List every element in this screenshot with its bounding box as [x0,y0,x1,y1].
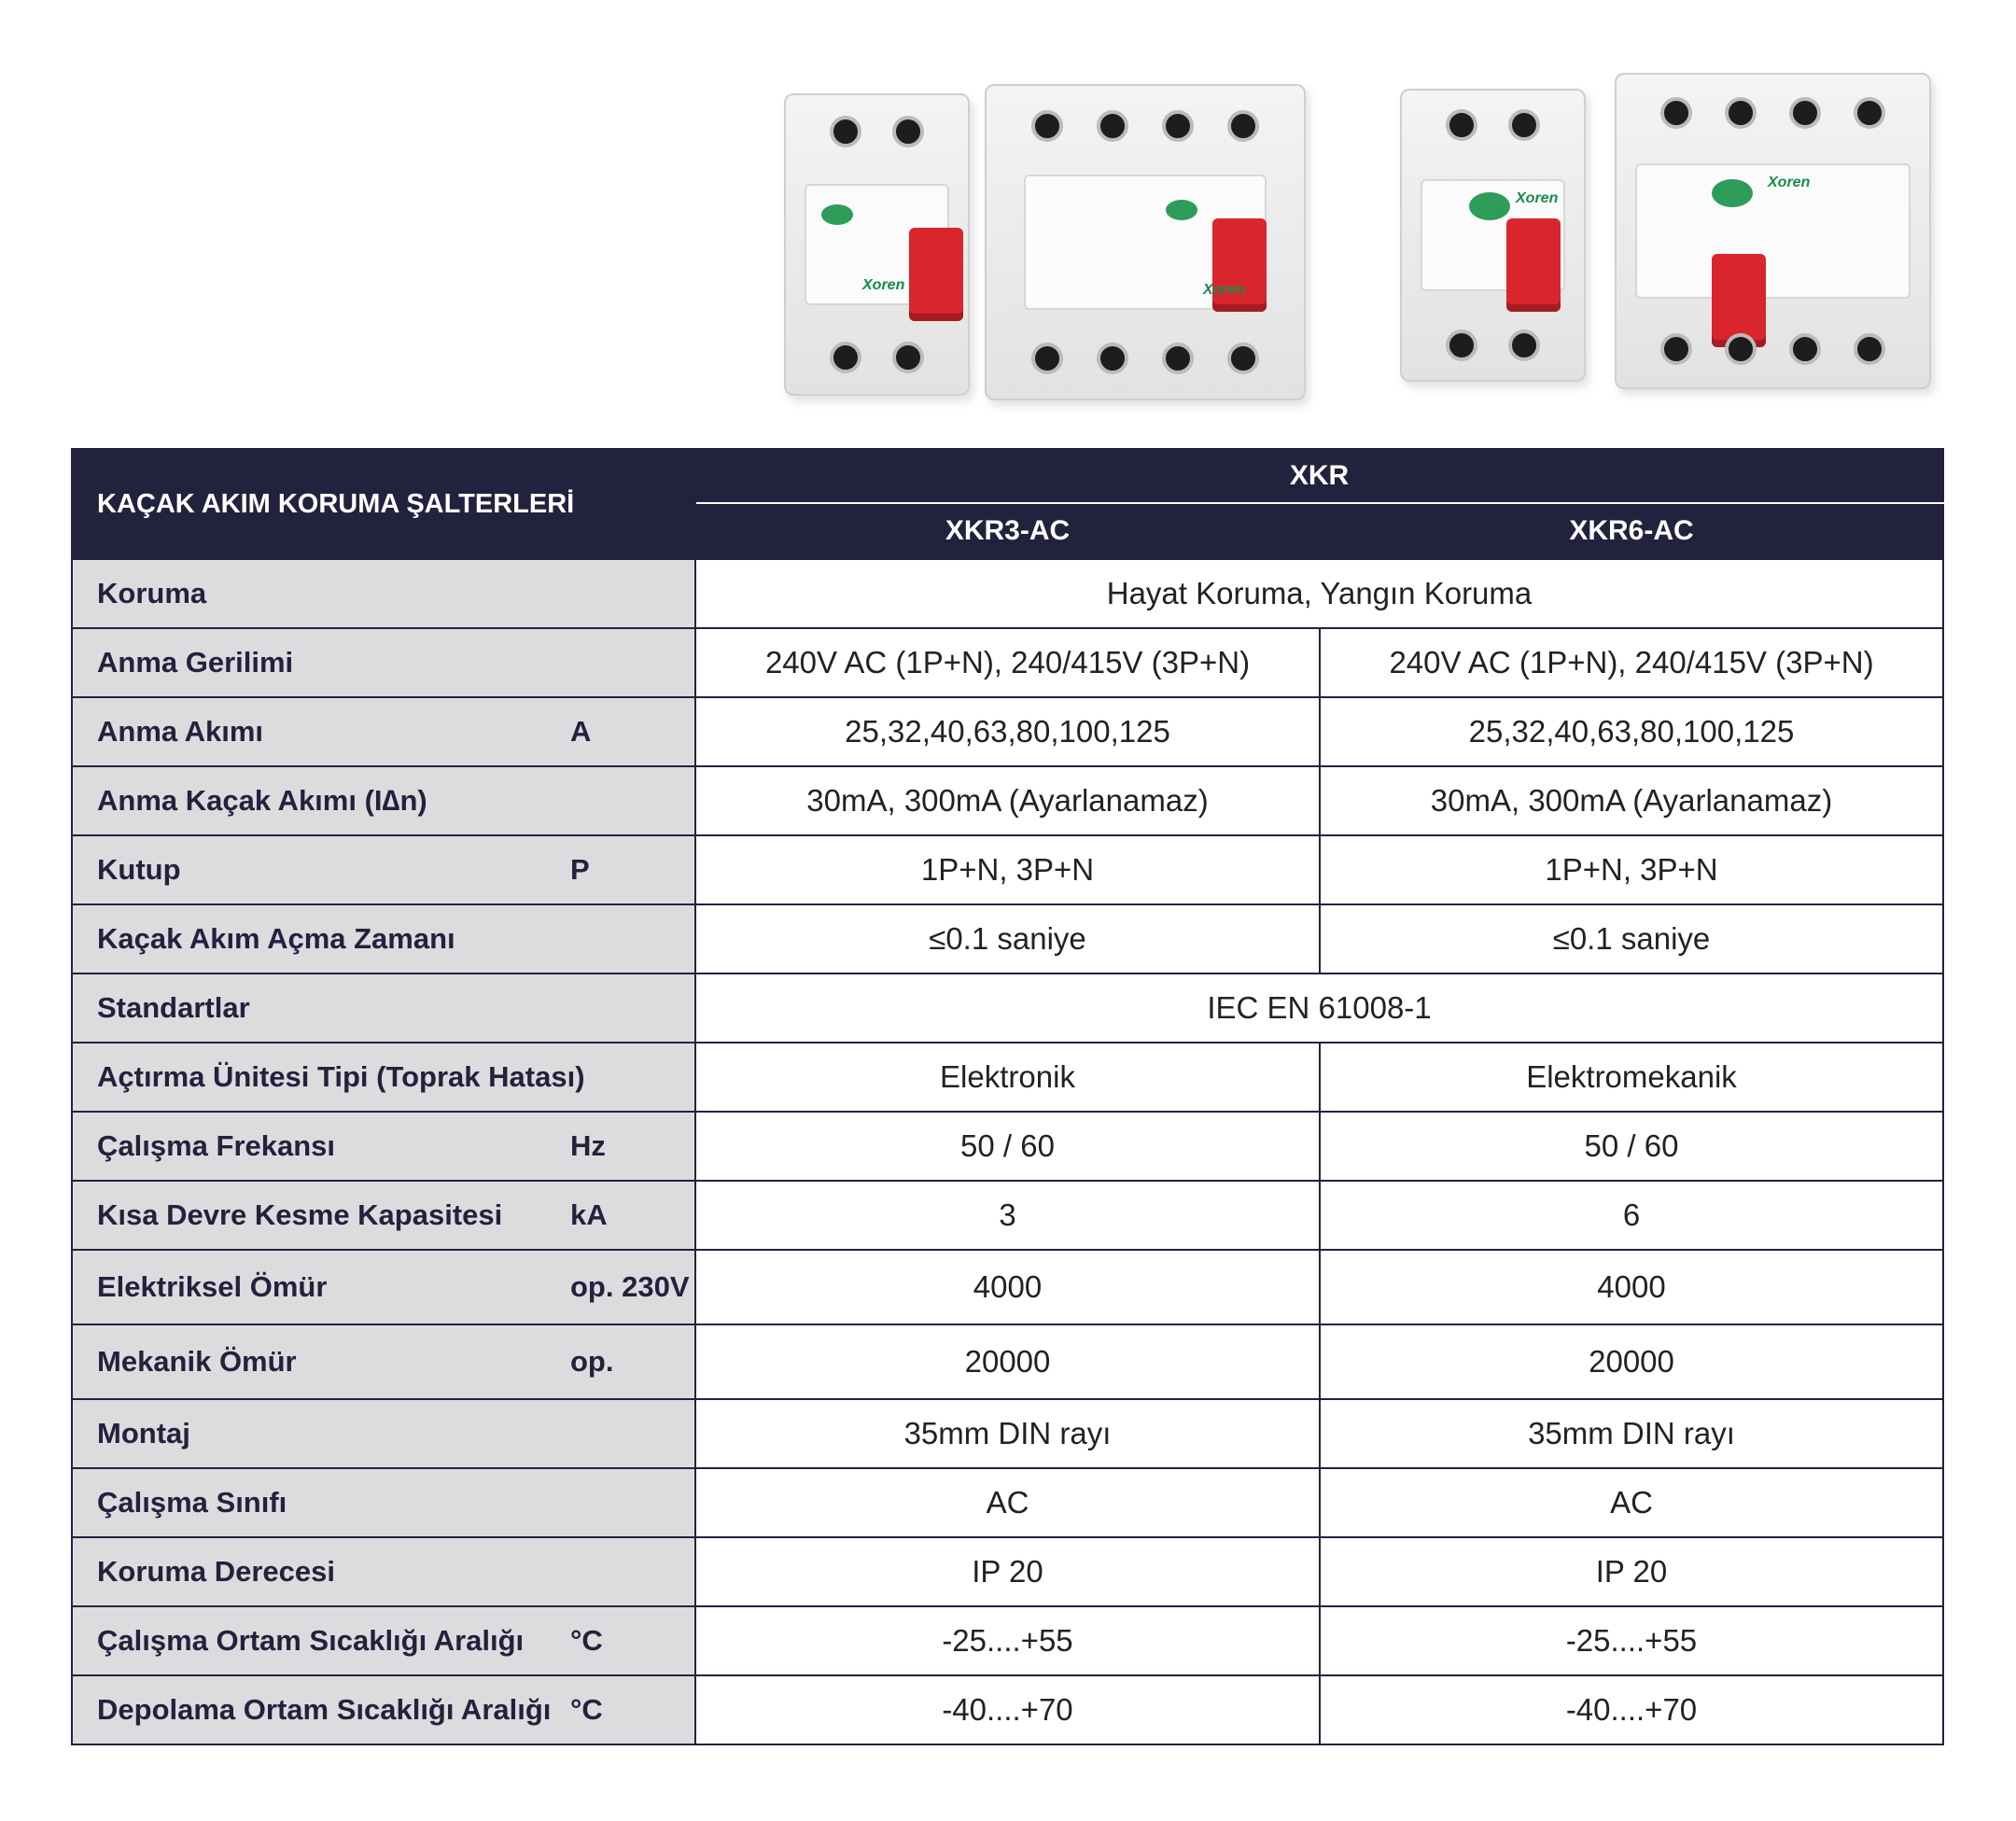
spec-label-cell [72,697,695,766]
spec-value-xkr6: 35mm DIN rayı [1320,1399,1943,1468]
spec-label-cell [72,1250,695,1324]
product-image-xkr6-4p [1615,73,1931,389]
spec-label-cell [72,559,695,628]
product-image-xkr6-2p [1400,89,1586,382]
spec-unit: A [570,715,592,748]
spec-row [72,1537,1943,1606]
spec-label: Mekanik Ömür [97,1345,297,1378]
spec-row [72,1399,1943,1468]
spec-value-xkr3: -25....+55 [695,1606,1320,1675]
product-group-header: XKR [695,449,1943,503]
spec-row [72,559,1943,628]
spec-value-xkr3: IP 20 [695,1537,1320,1606]
spec-unit: op. 230V [570,1270,690,1303]
spec-label-cell [72,1537,695,1606]
spec-label: Çalışma Sınıfı [97,1486,287,1519]
spec-table-body [72,559,1943,1744]
spec-label: Çalışma Ortam Sıcaklığı Aralığı [97,1624,525,1657]
spec-label: Kaçak Akım Açma Zamanı [97,922,455,955]
spec-unit: kA [570,1198,608,1231]
spec-value-xkr6: 4000 [1320,1250,1943,1324]
model-header-xkr6: XKR6-AC [1320,503,1943,559]
spec-row [72,766,1943,835]
spec-label: Koruma [97,577,207,609]
spec-label-cell [72,1468,695,1537]
spec-value-xkr6: 240V AC (1P+N), 240/415V (3P+N) [1320,628,1943,697]
spec-row [72,1181,1943,1250]
spec-label: Anma Gerilimi [97,646,294,679]
spec-label-cell [72,628,695,697]
brand-logo: Xoren [862,277,905,293]
spec-value-merged: IEC EN 61008-1 [695,974,1943,1043]
table-title: KAÇAK AKIM KORUMA ŞALTERLERİ [72,449,695,559]
spec-unit: Hz [570,1129,606,1162]
spec-value-xkr3: -40....+70 [695,1675,1320,1744]
spec-value-xkr6: IP 20 [1320,1537,1943,1606]
spec-row [72,628,1943,697]
spec-label-cell [72,1043,695,1112]
brand-logo: Xoren [1203,282,1246,298]
spec-value-xkr6: -25....+55 [1320,1606,1943,1675]
spec-unit: °C [570,1624,603,1657]
spec-value-xkr3: ≤0.1 saniye [695,904,1320,974]
spec-value-xkr3: 1P+N, 3P+N [695,835,1320,904]
spec-label-cell [72,1399,695,1468]
product-images [765,65,1941,401]
spec-value-xkr6: 1P+N, 3P+N [1320,835,1943,904]
spec-unit: P [570,853,590,886]
spec-label: Elektriksel Ömür [97,1270,328,1303]
spec-value-xkr3: 25,32,40,63,80,100,125 [695,697,1320,766]
spec-label: Açtırma Ünitesi Tipi (Toprak Hatası) [97,1060,585,1093]
spec-label-cell [72,974,695,1043]
spec-label-cell [72,835,695,904]
spec-row [72,1112,1943,1181]
spec-label-cell [72,904,695,974]
spec-table [71,448,1944,1745]
spec-value-xkr3: Elektronik [695,1043,1320,1112]
spec-value-xkr6: AC [1320,1468,1943,1537]
spec-value-xkr6: 20000 [1320,1324,1943,1399]
spec-row [72,1043,1943,1112]
spec-value-merged: Hayat Koruma, Yangın Koruma [695,559,1943,628]
product-image-xkr3-4p [985,84,1306,400]
spec-value-xkr3: 30mA, 300mA (Ayarlanamaz) [695,766,1320,835]
spec-value-xkr3: 240V AC (1P+N), 240/415V (3P+N) [695,628,1320,697]
spec-label-cell [72,1181,695,1250]
spec-row [72,904,1943,974]
spec-label-cell [72,1324,695,1399]
spec-row [72,1468,1943,1537]
spec-row [72,1250,1943,1324]
brand-logo: Xoren [1768,175,1811,190]
spec-row [72,974,1943,1043]
spec-row [72,1675,1943,1744]
spec-value-xkr3: 3 [695,1181,1320,1250]
spec-value-xkr6: Elektromekanik [1320,1043,1943,1112]
spec-label: Standartlar [97,991,250,1024]
spec-label-cell [72,766,695,835]
spec-value-xkr6: 25,32,40,63,80,100,125 [1320,697,1943,766]
product-image-xkr3-2p [784,93,970,396]
spec-row [72,697,1943,766]
brand-logo: Xoren [1516,190,1559,206]
spec-label-cell [72,1112,695,1181]
spec-label: Koruma Derecesi [97,1555,336,1588]
spec-value-xkr6: 50 / 60 [1320,1112,1943,1181]
spec-value-xkr3: 20000 [695,1324,1320,1399]
spec-label-cell [72,1675,695,1744]
spec-value-xkr3: 50 / 60 [695,1112,1320,1181]
spec-unit: op. [570,1345,614,1378]
spec-row [72,835,1943,904]
spec-unit: °C [570,1693,603,1726]
spec-label: Anma Akımı [97,715,264,748]
spec-label: Anma Kaçak Akımı (I∆n) [97,784,427,817]
spec-label-cell [72,1606,695,1675]
spec-value-xkr3: AC [695,1468,1320,1537]
spec-value-xkr3: 4000 [695,1250,1320,1324]
spec-value-xkr6: 6 [1320,1181,1943,1250]
spec-label: Montaj [97,1417,190,1450]
spec-value-xkr6: -40....+70 [1320,1675,1943,1744]
spec-value-xkr6: 30mA, 300mA (Ayarlanamaz) [1320,766,1943,835]
spec-label: Çalışma Frekansı [97,1129,336,1162]
spec-label: Kısa Devre Kesme Kapasitesi [97,1198,503,1231]
spec-value-xkr6: ≤0.1 saniye [1320,904,1943,974]
spec-label: Kutup [97,853,181,886]
spec-row [72,1606,1943,1675]
spec-value-xkr3: 35mm DIN rayı [695,1399,1320,1468]
spec-label: Depolama Ortam Sıcaklığı Aralığı [97,1693,552,1726]
model-header-xkr3: XKR3-AC [695,503,1320,559]
spec-row [72,1324,1943,1399]
